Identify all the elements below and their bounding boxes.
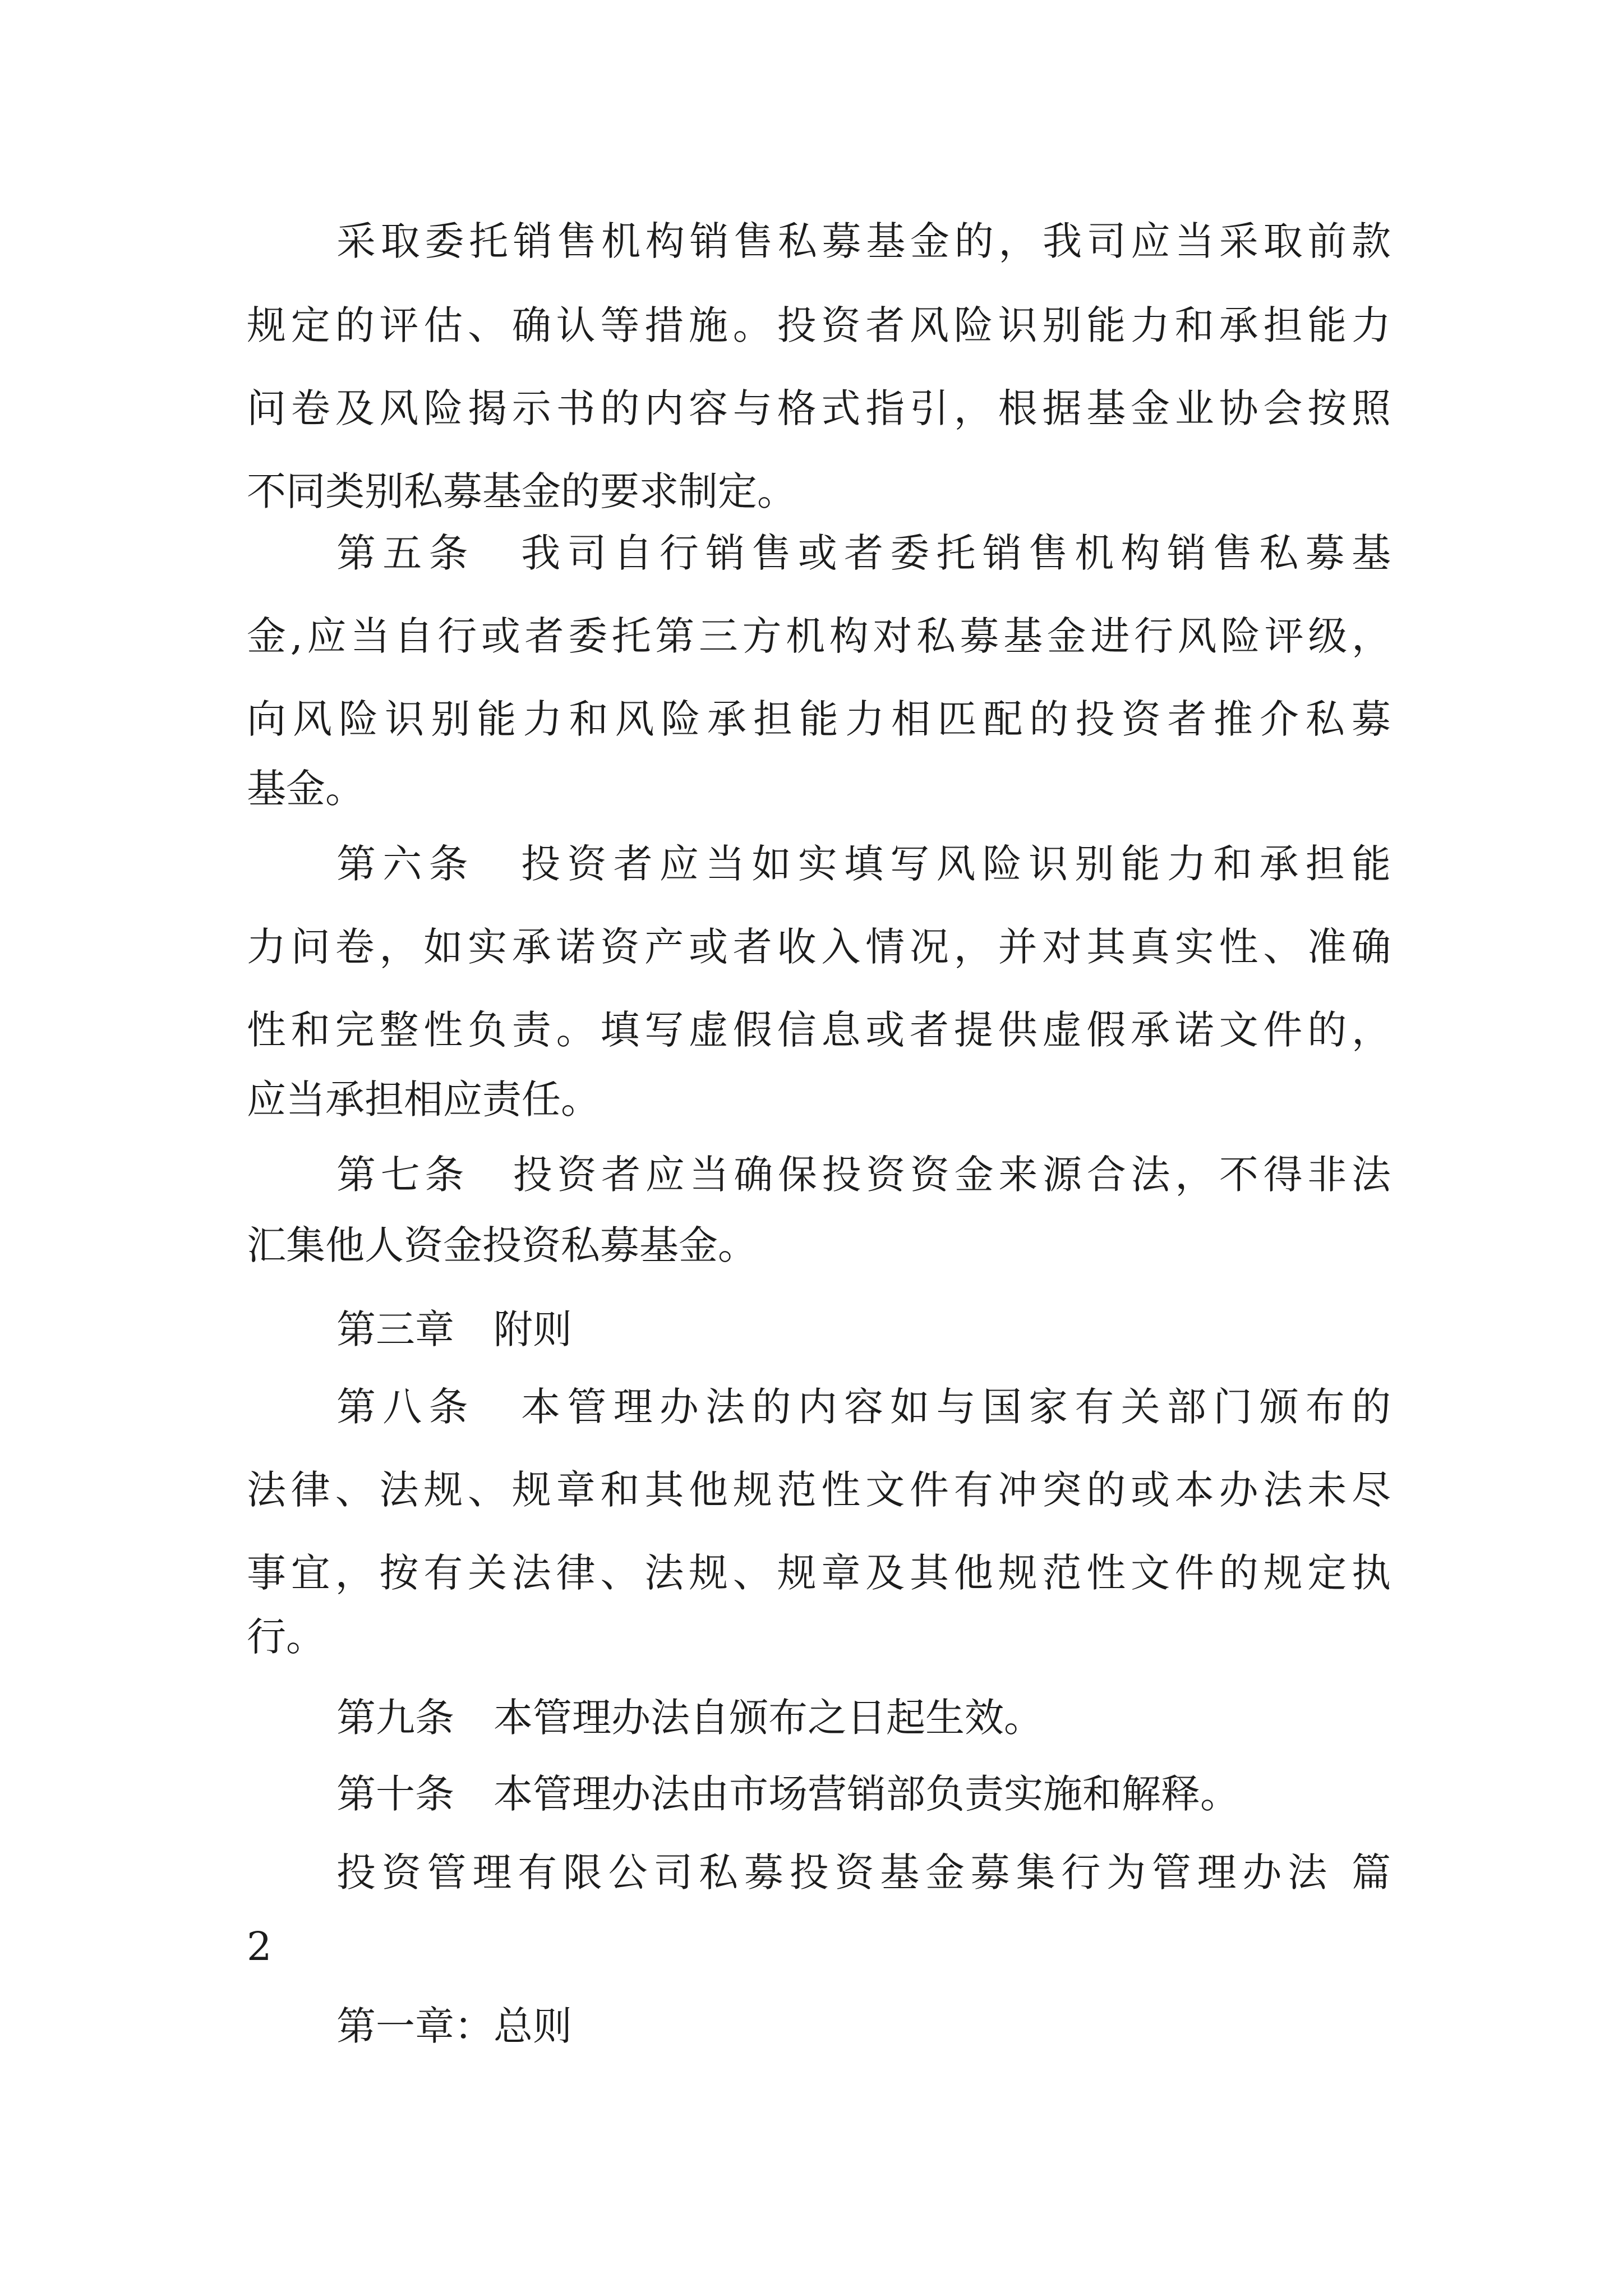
paragraph-line: 金,应当自行或者委托第三方机构对私募基金进行风险评级， — [247, 613, 1391, 659]
paragraph-line: 力问卷，如实承诺资产或者收入情况，并对其真实性、准确 — [247, 924, 1391, 970]
paragraph-line: 行。 — [247, 1614, 325, 1660]
section-number-line: 2 — [247, 1924, 272, 1970]
section-title-line: 投资管理有限公司私募投资基金募集行为管理办法 篇 — [336, 1849, 1391, 1895]
paragraph-line: 基金。 — [247, 766, 365, 812]
article-7-heading-line: 第七条 投资者应当确保投资资金来源合法，不得非法 — [336, 1152, 1391, 1198]
article-5-heading-line: 第五条 我司自行销售或者委托销售机构销售私募基 — [336, 530, 1391, 576]
paragraph-line: 向风险识别能力和风险承担能力相匹配的投资者推介私募 — [247, 696, 1391, 742]
paragraph-line: 规定的评估、确认等措施。投资者风险识别能力和承担能力 — [247, 302, 1391, 348]
article-8-heading-line: 第八条 本管理办法的内容如与国家有关部门颁布的 — [336, 1384, 1391, 1430]
paragraph-line: 采取委托销售机构销售私募基金的，我司应当采取前款 — [336, 218, 1391, 264]
paragraph-line: 法律、法规、规章和其他规范性文件有冲突的或本办法未尽 — [247, 1467, 1391, 1513]
paragraph-line: 性和完整性负责。填写虚假信息或者提供虚假承诺文件的， — [247, 1007, 1391, 1053]
paragraph-line: 问卷及风险揭示书的内容与格式指引，根据基金业协会按照 — [247, 385, 1391, 431]
chapter-1-heading: 第一章：总则 — [336, 2003, 572, 2049]
paragraph-line: 不同类别私募基金的要求制定。 — [247, 468, 796, 514]
paragraph-line: 事宜，按有关法律、法规、规章及其他规范性文件的规定执 — [247, 1550, 1391, 1596]
article-6-heading-line: 第六条 投资者应当如实填写风险识别能力和承担能 — [336, 841, 1391, 887]
article-10-line: 第十条 本管理办法由市场营销部负责实施和解释。 — [336, 1771, 1239, 1817]
chapter-3-heading: 第三章 附则 — [336, 1306, 572, 1352]
article-9-line: 第九条 本管理办法自颁布之日起生效。 — [336, 1695, 1043, 1741]
paragraph-line: 应当承担相应责任。 — [247, 1076, 600, 1122]
paragraph-line: 汇集他人资金投资私募基金。 — [247, 1222, 757, 1268]
